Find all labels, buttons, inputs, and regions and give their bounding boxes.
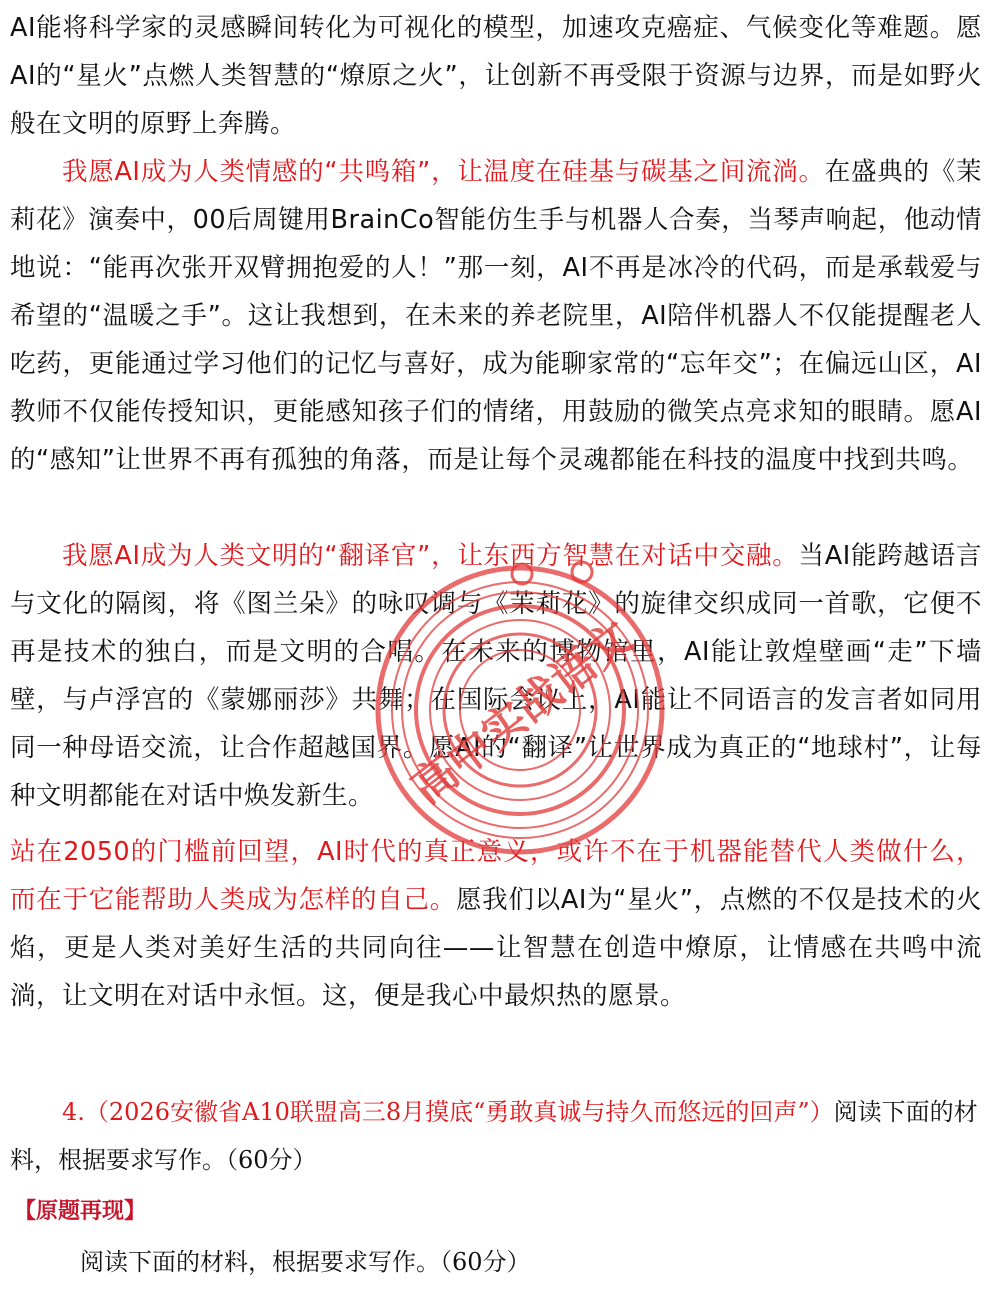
paragraph-3-body: 当AI能跨越语言与文化的隔阂，将《图兰朵》的咏叹调与《茉莉花》的旋律交织成同一首歌，它便不再是技术的独白，而是文明的合唱。在未来的博物馆里，AI能让敦煌壁画“走”下墙壁，与卢浮宫的《蒙娜丽莎》共舞；在国际会议上，AI能让不同语言的发言者如同用同一种母语交流，让合作超越国界。愿AI的“翻译”让世界成为真正的“地球村”，让每种文明都能在对话中焕发新生。 (10, 541, 982, 811)
paragraph-2-body: 在盛典的《茉莉花》演奏中，00后周键用BrainCo智能仿生手与机器人合奏，当琴声响起，他动情地说：“能再次张开双臂拥抱爱的人！”那一刻，AI不再是冰冷的代码，而是承载爱与希望的“温暖之手”。这让我想到，在未来的养老院里，AI陪伴机器人不仅能提醒老人吃药，更能通过学习他们的记忆与喜好，成为能聊家常的“忘年交”；在偏远山区，AI教师不仅能传授知识，更能感知孩子们的情绪，用鼓励的微笑点亮求知的眼睛。愿AI的“感知”让世界不再有孤独的角落，而是让每个灵魂都能在科技的温度中找到共鸣。 (10, 157, 982, 475)
question-number: 4. (62, 1098, 85, 1126)
question-instruction: 阅读下面的材料，根据要求写作。（60分） (10, 1098, 978, 1174)
paragraph-2 (10, 148, 982, 484)
paragraph-4-thesis: 站在2050的门槛前回望，AI时代的真正意义，或许不在于机器能替代人类做什么，而在于它能帮助人类成为怎样的自己。 (10, 837, 982, 915)
question-heading (10, 1088, 982, 1184)
watermark-text: 高中实战语文 (402, 611, 642, 815)
paragraph-2-thesis: 我愿AI成为人类情感的“共鸣箱”，让温度在硅基与碳基之间流淌。 (62, 157, 825, 187)
paragraph-1-text: AI能将科学家的灵感瞬间转化为可视化的模型，加速攻克癌症、气候变化等难题。愿AI的“星火”点燃人类智慧的“燎原之火”，让创新不再受限于资源与边界，而是如野火般在文明的原野上奔腾。 (10, 13, 982, 139)
question-source: （2026安徽省A10联盟高三8月摸底“勇敢真诚与持久而悠远的回声”） (84, 1098, 834, 1126)
material-instruction: 阅读下面的材料，根据要求写作。（60分） (80, 1248, 531, 1276)
paragraph-4 (10, 828, 982, 1020)
paragraph-3 (10, 532, 982, 820)
paragraph-1 (10, 4, 982, 148)
section-label-original-question: 【原题再现】 (14, 1199, 147, 1224)
paragraph-3-thesis: 我愿AI成为人类文明的“翻译官”，让东西方智慧在对话中交融。 (62, 541, 799, 571)
paragraph-4-body: 愿我们以AI为“星火”，点燃的不仅是技术的火焰，更是人类对美好生活的共同向往——让智慧在创造中燎原，让情感在共鸣中流淌，让文明在对话中永恒。这，便是我心中最炽热的愿景。 (10, 885, 982, 1011)
